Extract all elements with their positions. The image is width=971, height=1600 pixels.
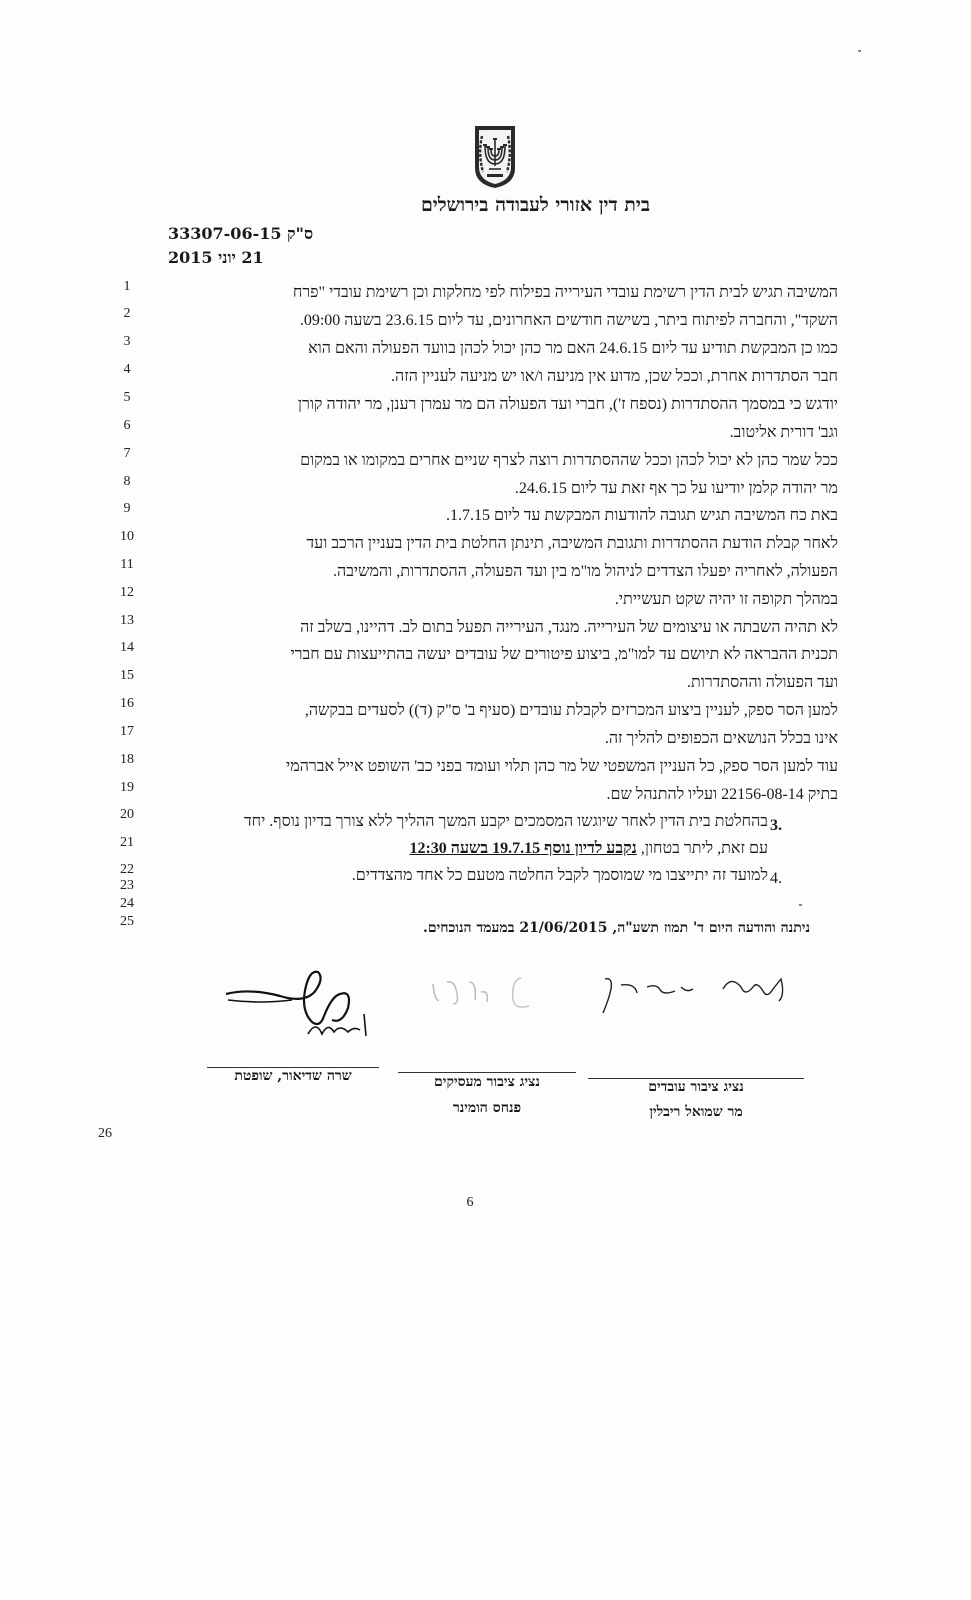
line-number: 3 (123, 334, 131, 349)
body-line-item-4: למועד זה יתייצבו מי שמוסמך לקבל החלטה מטעם כל אחד מהצדדים. (351, 867, 768, 884)
body-line: לאחר קבלת הודעת ההסתדרות ותגובת המשיבה, תינתן החלטת בית הדין בעניין הרכב ועד (306, 535, 838, 552)
line-number: 19 (120, 780, 134, 795)
line-number: 2 (123, 306, 131, 321)
hearing-date-highlight: נקבע לדיון נוסף 19.7.15 בשעה 12:30 (409, 840, 637, 857)
line-number: 25 (120, 914, 134, 929)
body-line: וגב' דורית אליטוב. (729, 424, 838, 441)
line-number: 11 (120, 557, 134, 572)
line-number: 18 (120, 752, 134, 767)
case-number: ס"ק 33307-06-15 (168, 224, 314, 243)
line-number: 23 (120, 878, 134, 893)
line-number: 10 (120, 529, 134, 544)
body-line: באת כח המשיבה תגיש תגובה להודעות המבקשת עד ליום 1.7.15. (445, 507, 838, 524)
line-number-26: 26 (98, 1126, 112, 1141)
line-number: 1 (123, 279, 131, 294)
employers-rep-name: פנחס הומינר (452, 1100, 522, 1116)
body-line: למען הסר ספק, לעניין ביצוע המכרזים לקבלת עובדים (סעיף ב' ס"ק (ד)) לסעדים בבקשה, (304, 702, 838, 719)
body-line: הפעולה, לאחריה יפעלו הצדדים לניהול מו"מ בין ועד הפעולה, ההסתדרות, והמשיבה. (333, 563, 838, 580)
state-emblem-menorah-icon (471, 124, 519, 190)
line-number: 7 (123, 446, 131, 461)
body-line: ועד הפעולה וההסתדרות. (686, 674, 838, 691)
line-number: 22 (120, 862, 134, 877)
body-line: מר יהודה קלמן יודיעו על כך אף זאת עד ליום 24.6.15. (514, 480, 838, 497)
line-number: 4 (123, 362, 131, 377)
body-line: ככל שמר כהן לא יכול לכהן וככל שההסתדרות רוצה לצרף שניים אחרים במקומו או במקום (300, 452, 838, 469)
line-number: 21 (120, 835, 134, 850)
line-number: 14 (120, 640, 134, 655)
body-line: עוד למען הסר ספק, כל העניין המשפטי של מר כהן תלוי ועומד בפני כב' השופט אייל אברהמי (286, 758, 838, 775)
line-number: 15 (120, 668, 134, 683)
judge-signature-label: שרה שדיאור, שופטת (234, 1068, 352, 1084)
body-line: בתיק 22156-08-14 ועליו להתנהל שם. (606, 786, 838, 803)
body-line-item-3: בהחלטת בית הדין לאחר שיוגשו המסמכים יקבע המשך ההליך ללא צורך בדיון נוסף. יחד (243, 813, 768, 830)
body-line: חבר הסתדרות אחרת, וככל שכן, מדוע אין מניעה ו/או יש מניעה לעניין הזה. (391, 368, 838, 385)
employees-signature (595, 965, 795, 1020)
body-line: תכנית ההבראה לא תיושם עד למו"מ, ביצוע פיטורים של עובדים יעשה בהתייעצות עם חברי (290, 646, 838, 663)
line-number: 13 (120, 613, 134, 628)
employers-signature (425, 970, 565, 1020)
body-line: במהלך תקופה זו יהיה שקט תעשייתי. (614, 591, 838, 608)
line-number: 24 (120, 896, 134, 911)
signature-line (398, 1072, 576, 1073)
judge-signature (220, 960, 390, 1040)
item-marker-3: 3. (770, 817, 782, 834)
line-number: 16 (120, 696, 134, 711)
body-line: המשיבה תגיש לבית הדין רשימת עובדי העירייה בפילוח לפי מחלקות וכן רשימת עובדי "פרח (292, 284, 838, 301)
employees-rep-name: מר שמואל ריבלין (649, 1104, 743, 1120)
line-number: 6 (123, 418, 131, 433)
scan-mark (858, 50, 861, 52)
page-number: 6 (466, 1195, 474, 1210)
line-number: 17 (120, 724, 134, 739)
line-number: 12 (120, 585, 134, 600)
given-date-line: ניתנה והודעה היום ד' תמוז תשע"ה, 21/06/2015 במעמד הנוכחים. (422, 920, 810, 936)
case-date: 21 יוני 2015 (168, 248, 264, 267)
hearing-prefix: עם זאת, ליתר בטחון, (636, 840, 768, 857)
line-number: 5 (123, 390, 131, 405)
body-line-hearing (148, 840, 768, 858)
body-line: לא תהיה השבתה או עיצומים של העירייה. מנגד, העירייה תפעל בתום לב. דהיינו, בשלב זה (300, 619, 838, 636)
item-marker-4: 4. (770, 870, 782, 887)
scan-mark (799, 904, 802, 906)
body-line: כמו כן המבקשת תודיע עד ליום 24.6.15 האם מר כהן יכול לכהן בוועד הפעולה והאם הוא (308, 340, 838, 357)
body-line: יודגש כי במסמך ההסתדרות (נספח ז'), חברי ועד הפעולה הם מר עמרן רענן, מר יהודה קורן (297, 396, 838, 413)
employees-rep-label: נציג ציבור עובדים (648, 1079, 744, 1095)
body-line: השקד", והחברה לפיתוח ביתר, בשישה חודשים האחרונים, עד ליום 23.6.15 בשעה 09:00. (299, 312, 838, 329)
body-line: אינו בכלל הנושאים הכפופים להליך זה. (604, 730, 838, 747)
line-number: 8 (123, 474, 131, 489)
line-number: 20 (120, 807, 134, 822)
line-number: 9 (123, 501, 131, 516)
employers-rep-label: נציג ציבור מעסיקים (434, 1074, 540, 1090)
court-title: בית דין אזורי לעבודה בירושלים (420, 194, 650, 216)
